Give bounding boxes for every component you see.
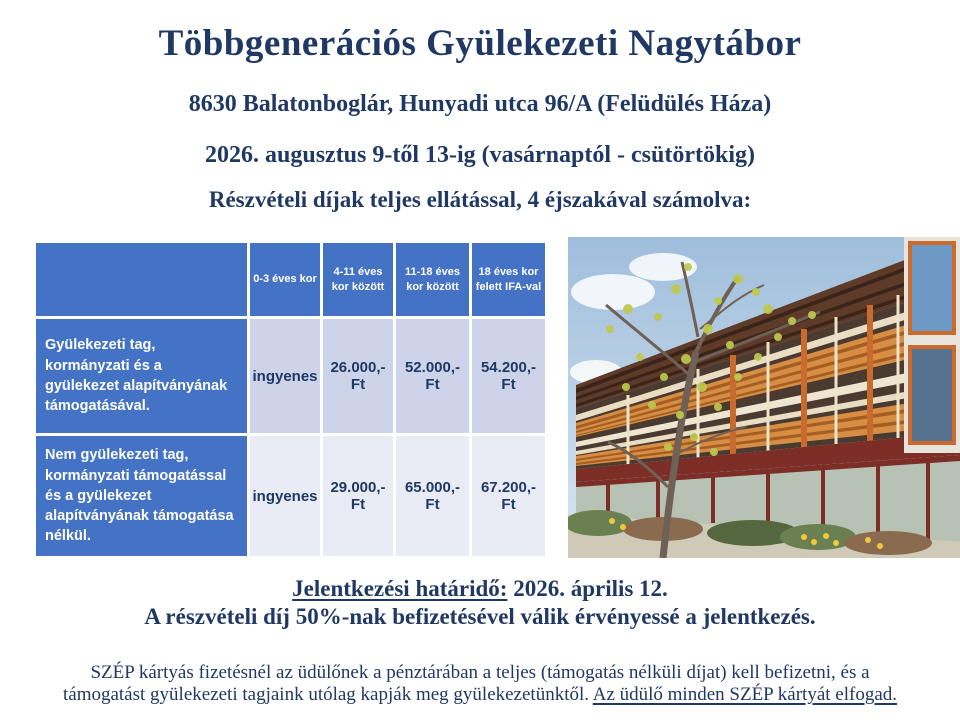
table-row-member <box>35 318 547 435</box>
payment-note: A részvételi díj 50%-nak befizetésével válik érvényessé a jelentkezés. <box>144 604 816 629</box>
pricing-table <box>33 240 548 559</box>
corner-cell <box>35 242 249 318</box>
szep-note-text: SZÉP kártyás fizetésnél az üdülőnek a pénztárában a teljes (támogatás nélküli díjat) kell befizetni, és a támogatást gyülekezeti tagjaink utólag kapják meg gyülekezetünktől. <box>62 662 870 705</box>
address-line: 8630 Balatonboglár, Hunyadi utca 96/A (Felüdülés Háza) <box>188 91 772 117</box>
table-header-row <box>35 242 547 318</box>
building-photo <box>568 237 960 558</box>
header-cell-age-4-11: 4-11 éves kor között <box>322 242 395 318</box>
price-cell: ingyenes <box>249 435 322 558</box>
header-cell-age-0-3: 0-3 éves kor <box>249 242 322 318</box>
deadline-date: 2026. április 12. <box>507 576 668 601</box>
row-label-cell: Nem gyülekezeti tag, kormányzati támogatással és a gyülekezet alapítványának támogatása nélkül. <box>35 435 249 558</box>
pricing-intro: Részvételi díjak teljes ellátással, 4 éjszakával számolva: <box>208 187 752 212</box>
price-cell: 52.000,-Ft <box>395 318 471 435</box>
page-title: Többgenerációs Gyülekezeti Nagytábor <box>158 23 802 64</box>
row-label-cell: Gyülekezeti tag, kormányzati és a gyülekezet alapítványának támogatásával. <box>35 318 249 435</box>
szep-card-note <box>48 662 912 706</box>
header-cell-age-11-18: 11-18 éves kor között <box>395 242 471 318</box>
deadline-label: Jelentkezési határidő: <box>292 576 508 601</box>
price-cell: ingyenes <box>249 318 322 435</box>
date-line: 2026. augusztus 9-től 13-ig (vasárnaptól - csütörtökig) <box>205 142 755 168</box>
table-row-non-member <box>35 435 547 558</box>
building-photo-illustration <box>568 237 960 558</box>
price-cell: 26.000,-Ft <box>322 318 395 435</box>
szep-note-underlined: Az üdülő minden SZÉP kártyát elfogad. <box>592 684 898 705</box>
price-cell: 54.200,-Ft <box>471 318 547 435</box>
price-cell: 29.000,-Ft <box>322 435 395 558</box>
header-cell-age-18-plus: 18 éves kor felett IFA-val <box>471 242 547 318</box>
deadline-line <box>0 576 960 602</box>
price-cell: 65.000,-Ft <box>395 435 471 558</box>
price-cell: 67.200,-Ft <box>471 435 547 558</box>
